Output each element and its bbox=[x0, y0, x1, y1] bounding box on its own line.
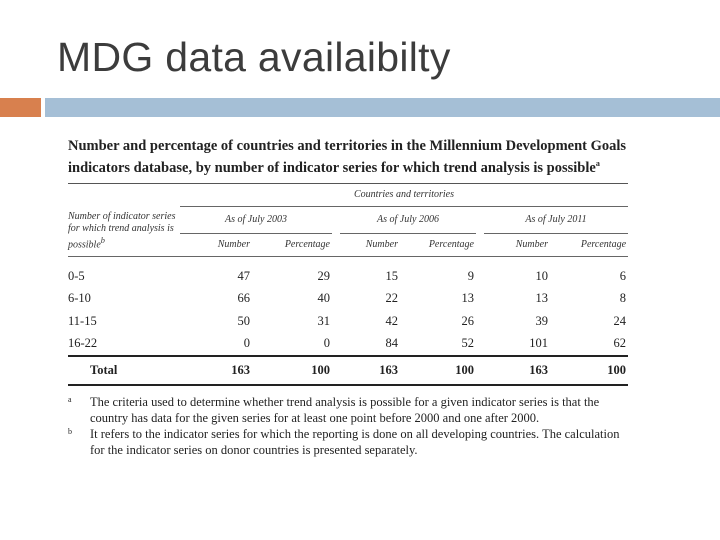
table-row bbox=[68, 332, 628, 356]
group-header: As of July 2011 bbox=[484, 206, 628, 233]
row-header: Number of indicator series for which trend analysis is possible$^b$ bbox=[68, 210, 176, 251]
cell: 66 bbox=[237, 291, 250, 306]
title-footnote-mark: a bbox=[595, 159, 600, 168]
cell: 10 bbox=[535, 268, 548, 283]
slide-title: MDG data availaibilty bbox=[57, 34, 451, 80]
table-document bbox=[68, 138, 628, 458]
group-header: As of July 2006 bbox=[340, 206, 476, 233]
total-cell: 163 bbox=[379, 362, 398, 377]
column-header: Number bbox=[217, 239, 250, 251]
cell: 39 bbox=[535, 313, 548, 328]
total-cell: 163 bbox=[529, 362, 548, 377]
cell: 84 bbox=[385, 336, 398, 351]
cell: 8 bbox=[619, 291, 627, 306]
footnote-mark: b bbox=[68, 426, 72, 436]
table-row bbox=[68, 265, 628, 288]
footnote-text: The criteria used to determine whether trend analysis is possible for a given indicator series is that the country has data for the given series for at least one point before 2000 and one after 2000. bbox=[90, 394, 600, 425]
total-cell: 100 bbox=[607, 362, 627, 377]
column-header: Percentage bbox=[580, 239, 627, 251]
footnote-text: It refers to the indicator series for which the reporting is done on all developing countries. The calculation for the indicator series on donor countries is presented separately. bbox=[90, 426, 620, 457]
total-cell: 100 bbox=[455, 362, 474, 377]
cell: 31 bbox=[317, 313, 330, 328]
row-label: 11-15 bbox=[68, 313, 97, 328]
footnote-mark: a bbox=[68, 394, 72, 404]
accent-bar-orange bbox=[0, 98, 41, 117]
total-label: Total bbox=[90, 362, 118, 377]
row-label: 6-10 bbox=[68, 291, 91, 306]
total-cell: 163 bbox=[231, 362, 250, 377]
cell: 24 bbox=[613, 313, 627, 328]
total-cell: 100 bbox=[311, 362, 330, 377]
cell: 13 bbox=[535, 291, 548, 306]
row-label: 0-5 bbox=[68, 268, 85, 283]
column-header: Percentage bbox=[284, 239, 330, 251]
cell: 0 bbox=[243, 336, 250, 351]
footnote bbox=[68, 426, 628, 458]
cell: 22 bbox=[385, 291, 398, 306]
cell: 26 bbox=[461, 313, 474, 328]
table-title: Number and percentage of countries and territories in the Millennium Development Goals indicators database, by number of indicator series for which trend analysis is possible$^a$ bbox=[68, 138, 627, 176]
cell: 0 bbox=[323, 336, 330, 351]
footnotes bbox=[68, 394, 628, 458]
row-label: 16-22 bbox=[68, 336, 98, 351]
cell: 62 bbox=[613, 336, 627, 351]
footnote bbox=[68, 394, 628, 426]
super-header: Countries and territories bbox=[180, 184, 628, 207]
table-row bbox=[68, 287, 628, 310]
cell: 101 bbox=[529, 336, 548, 351]
cell: 50 bbox=[237, 313, 250, 328]
data-table bbox=[68, 184, 628, 386]
cell: 13 bbox=[461, 291, 474, 306]
table-row bbox=[68, 310, 628, 333]
column-header: Percentage bbox=[428, 239, 474, 251]
total-row bbox=[68, 356, 628, 385]
cell: 47 bbox=[237, 268, 250, 283]
cell: 52 bbox=[461, 336, 474, 351]
column-header: Number bbox=[515, 239, 548, 251]
cell: 29 bbox=[317, 268, 330, 283]
accent-bar-blue bbox=[45, 98, 720, 117]
cell: 42 bbox=[385, 313, 398, 328]
column-header: Number bbox=[365, 239, 398, 251]
cell: 9 bbox=[467, 268, 474, 283]
cell: 6 bbox=[619, 268, 627, 283]
cell: 40 bbox=[317, 291, 330, 306]
cell: 15 bbox=[385, 268, 398, 283]
group-header: As of July 2003 bbox=[180, 206, 332, 233]
